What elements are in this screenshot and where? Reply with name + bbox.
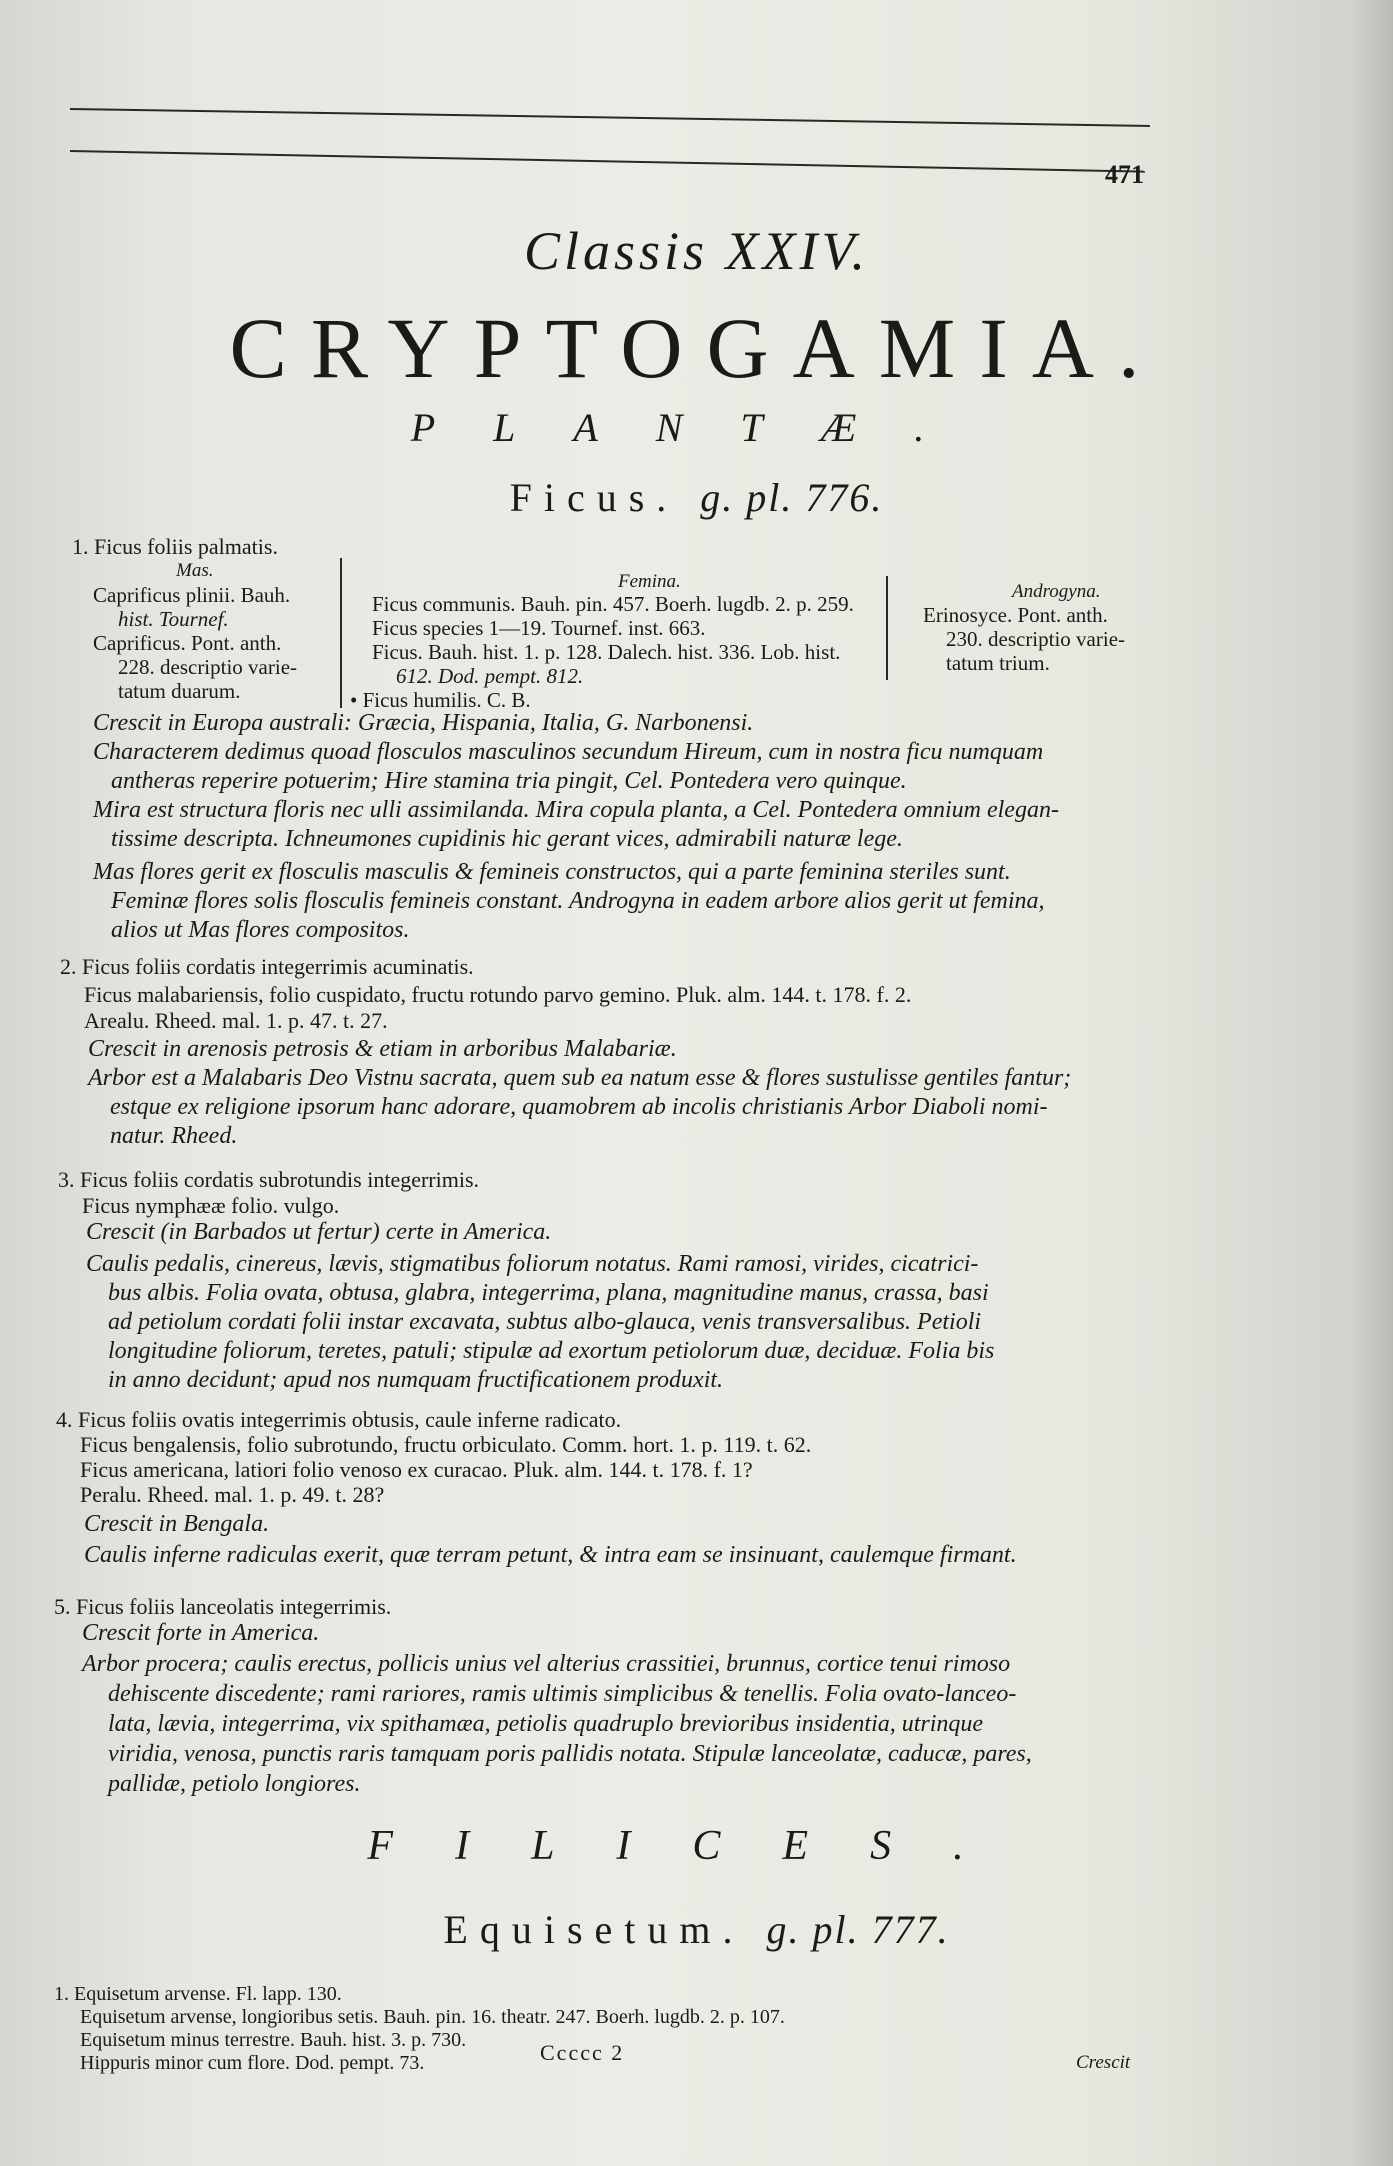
androgyna-line: tatum trium. xyxy=(946,651,1050,675)
genus-name: Equisetum. xyxy=(443,1907,745,1952)
mas-line: 228. descriptio varie- xyxy=(118,655,298,679)
text-line: Arbor est a Malabaris Deo Vistnu sacrata, quem sub ea natum esse & flores sustulisse gentiles fantur; xyxy=(88,1065,1072,1091)
androgyna-line: 230. descriptio varie- xyxy=(946,627,1126,651)
text-line: Ficus americana, latiori folio venoso ex curacao. Pluk. alm. 144. t. 178. f. 1? xyxy=(80,1457,753,1482)
text-line: Crescit in Europa australi: Græcia, Hispania, Italia, G. Narbonensi. xyxy=(93,710,754,736)
text-line: Equisetum arvense, longioribus setis. Bauh. pin. 16. theatr. 247. Boerh. lugdb. 2. p. 107. xyxy=(80,2006,785,2028)
femina-line: Ficus species 1—19. Tournef. inst. 663. xyxy=(372,616,706,640)
genus-name: Ficus. xyxy=(509,475,679,520)
text-line: antheras reperire potuerim; Hire stamina tria pingit, Cel. Pontedera vero quinque. xyxy=(111,768,907,794)
text-line: bus albis. Folia ovata, obtusa, glabra, integerrima, plana, magnitudine manus, crassa, basi xyxy=(108,1280,989,1306)
text-line: Caulis inferne radiculas exerit, quæ terram petunt, & intra eam se insinuant, caulemque firmant. xyxy=(84,1542,1017,1568)
equisetum-heading xyxy=(0,1906,1393,1953)
text-line: Hippuris minor cum flore. Dod. pempt. 73. xyxy=(80,2052,425,2074)
species-heading: 2. Ficus foliis cordatis integerrimis acuminatis. xyxy=(60,954,474,979)
column-divider xyxy=(886,576,888,680)
species-heading: 5. Ficus foliis lanceolatis integerrimis. xyxy=(54,1594,392,1619)
androgyna-heading: Androgyna. xyxy=(1012,581,1101,602)
femina-line: Ficus. Bauh. hist. 1. p. 128. Dalech. hist. 336. Lob. hist. xyxy=(372,640,841,664)
section-heading-filices: FILICES. xyxy=(367,1823,1026,1869)
text-line: Feminæ flores solis flosculis femineis constant. Androgyna in eadem arbore alios gerit ut femina, xyxy=(111,888,1045,914)
text-line: Characterem dedimus quoad flosculos masculinos secundum Hireum, cum in nostra ficu numquam xyxy=(93,739,1044,765)
header-rule xyxy=(70,150,1145,173)
text-line: Peralu. Rheed. mal. 1. p. 49. t. 28? xyxy=(80,1482,385,1507)
classis-heading: Classis XXIV. xyxy=(523,221,870,281)
mas-line: Caprificus. Pont. anth. xyxy=(93,631,282,655)
text-line: Arealu. Rheed. mal. 1. p. 47. t. 27. xyxy=(84,1008,388,1033)
text-line: Crescit (in Barbados ut fertur) certe in America. xyxy=(86,1219,552,1245)
text-line: Caulis pedalis, cinereus, lævis, stigmatibus foliorum notatus. Rami ramosi, virides, cicatrici- xyxy=(86,1251,979,1277)
species-heading: 1. Equisetum arvense. Fl. lapp. 130. xyxy=(54,1983,342,2005)
text-line: estque ex religione ipsorum hanc adorare, quamobrem ab incolis christianis Arbor Diaboli nomi- xyxy=(110,1094,1048,1120)
catchword: Crescit xyxy=(1076,2052,1131,2073)
mas-line: Caprificus plinii. Bauh. xyxy=(93,583,291,607)
species-heading: 3. Ficus foliis cordatis subrotundis integerrimis. xyxy=(58,1167,480,1192)
mas-line: tatum duarum. xyxy=(118,679,241,703)
text-line: longitudine foliorum, teretes, patuli; stipulæ ad exortum petiolorum duæ, deciduæ. Folia bis xyxy=(108,1338,995,1364)
text-line: alios ut Mas flores compositos. xyxy=(111,917,410,943)
femina-heading: Femina. xyxy=(618,571,681,592)
ficus-heading xyxy=(0,474,1393,521)
signature-mark: Ccccc 2 xyxy=(540,2040,625,2065)
text-line: tissime descripta. Ichneumones cupidinis hic gerant vices, admirabili naturæ lege. xyxy=(111,826,903,852)
mas-line: hist. Tournef. xyxy=(118,607,229,631)
mas-heading: Mas. xyxy=(176,560,214,581)
text-line: Ficus nymphææ folio. vulgo. xyxy=(82,1193,340,1218)
text-line: Ficus malabariensis, folio cuspidato, fructu rotundo parvo gemino. Pluk. alm. 144. t. 178. f. 2. xyxy=(84,982,912,1007)
text-line: Mira est structura floris nec ulli assimilanda. Mira copula planta, a Cel. Pontedera omnium elegan- xyxy=(93,797,1059,823)
species-heading: 1. Ficus foliis palmatis. xyxy=(72,534,278,559)
text-line: lata, lævia, integerrima, vix spithamæa, petiolis quadruplo brevioribus insidentia, utrinque xyxy=(108,1711,984,1737)
species-heading: 4. Ficus foliis ovatis integerrimis obtusis, caule inferne radicato. xyxy=(56,1407,622,1432)
text-line: Equisetum minus terrestre. Bauh. hist. 3. p. 730. xyxy=(80,2029,467,2051)
genus-reference: g. pl. 777. xyxy=(766,1907,950,1952)
femina-line: • Ficus humilis. C. B. xyxy=(350,688,531,712)
text-line: pallidæ, petiolo longiores. xyxy=(108,1771,361,1797)
femina-line: 612. Dod. pempt. 812. xyxy=(396,664,584,688)
androgyna-line: Erinosyce. Pont. anth. xyxy=(923,603,1108,627)
text-line: Crescit in arenosis petrosis & etiam in arboribus Malabariæ. xyxy=(88,1036,677,1062)
text-line: Crescit forte in America. xyxy=(82,1620,320,1646)
text-line: natur. Rheed. xyxy=(110,1123,238,1149)
text-line: Arbor procera; caulis erectus, pollicis unius vel alterius crassitiei, brunnus, cortice tenui rimoso xyxy=(82,1651,1011,1677)
text-line: dehiscente discedente; rami rariores, ramis ultimis simplicibus & tenellis. Folia ovato-lanceo- xyxy=(108,1681,1017,1707)
page-number: 471 xyxy=(1105,160,1144,189)
text-line: Mas flores gerit ex flosculis masculis & femineis constructos, qui a parte feminina steriles sunt. xyxy=(93,859,1011,885)
text-line: ad petiolum cordati folii instar excavata, subtus albo-glauca, venis transversalibus. Petioli xyxy=(108,1309,982,1335)
subtitle: PLANTÆ. xyxy=(410,405,983,450)
class-title: CRYPTOGAMIA. xyxy=(229,300,1164,396)
femina-line: Ficus communis. Bauh. pin. 457. Boerh. lugdb. 2. p. 259. xyxy=(372,592,854,616)
genus-reference: g. pl. 776. xyxy=(700,475,884,520)
text-line: Crescit in Bengala. xyxy=(84,1511,270,1537)
column-divider xyxy=(340,558,342,708)
text-line: Ficus bengalensis, folio subrotundo, fructu orbiculato. Comm. hort. 1. p. 119. t. 62. xyxy=(80,1432,812,1457)
text-line: in anno decidunt; apud nos numquam fructificationem produxit. xyxy=(108,1367,724,1393)
top-rule xyxy=(70,108,1150,127)
text-line: viridia, venosa, punctis raris tamquam poris pallidis notata. Stipulæ lanceolatæ, caducæ, pares, xyxy=(108,1741,1032,1767)
